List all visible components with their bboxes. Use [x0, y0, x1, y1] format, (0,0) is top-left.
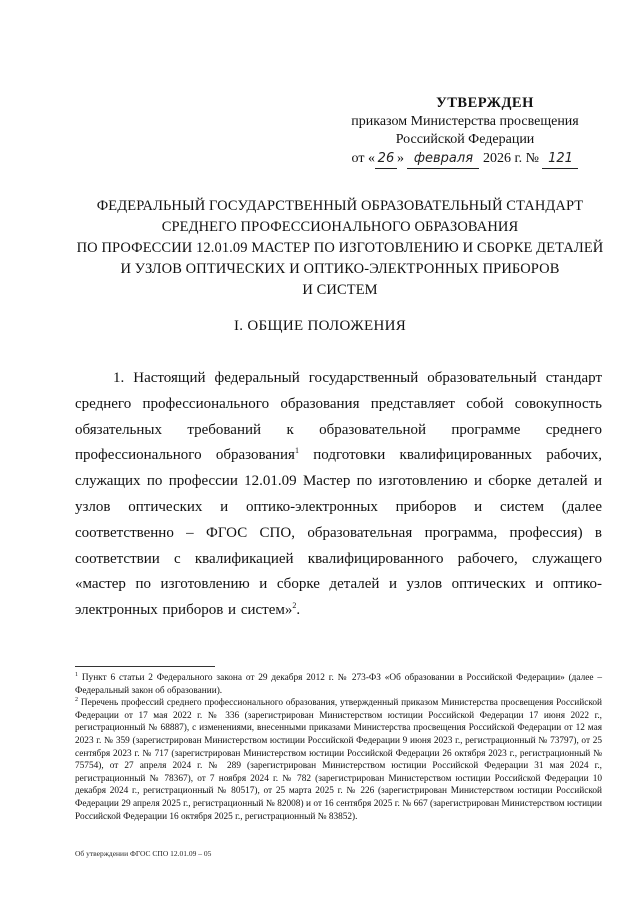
approval-line-ministry: приказом Министерства просвещения [351, 114, 579, 129]
title-line-5: И СИСТЕМ [302, 282, 378, 298]
paragraph-part-2: подготовки квалифицированных рабочих, служащих по профессии 12.01.09 Мастер по изготовлению и сборке деталей и узлов оптических и оптико-электронных приборов и систем (далее соответственно – ФГОС СПО, образовательная программа, профессия) в соответствии с квалификацией квалифицированного рабочего, служащего «мастер по изготовлению и сборке деталей и узлов оптических и оптико-электронных приборов и систем» [75, 447, 602, 619]
title-line-3: ПО ПРОФЕССИИ 12.01.09 МАСТЕР ПО ИЗГОТОВЛЕНИЮ И СБОРКЕ ДЕТАЛЕЙ [76, 240, 604, 256]
page-footer: Об утверждении ФГОС СПО 12.01.09 – 05 [75, 849, 212, 858]
footnote-2-mark: 2 [75, 697, 78, 704]
footnote-1 [75, 672, 602, 697]
paragraph-part-1: 1. Настоящий федеральный государственный образовательный стандарт среднего профессионального образования представляет собой совокупность обязательных требований к образовательной программе среднего профессионального образования [75, 370, 602, 464]
approval-date-line [330, 150, 600, 169]
title-line-1: ФЕДЕРАЛЬНЫЙ ГОСУДАРСТВЕННЫЙ ОБРАЗОВАТЕЛЬНЫЙ СТАНДАРТ [96, 198, 584, 214]
approval-from: от « [351, 151, 375, 166]
handwritten-month: февраля [407, 150, 479, 169]
footnote-ref-2: 2 [292, 601, 297, 611]
approval-year: 2026 г. № [482, 151, 539, 166]
footnotes [75, 672, 602, 823]
footnote-ref-1: 1 [294, 446, 299, 456]
title-line-4: И УЗЛОВ ОПТИЧЕСКИХ И ОПТИКО-ЭЛЕКТРОННЫХ ПРИБОРОВ [120, 261, 560, 277]
body-paragraph [75, 366, 602, 624]
approval-word: УТВЕРЖДЕН [436, 95, 534, 111]
approval-block [330, 94, 600, 169]
document-title [60, 196, 620, 301]
section-heading: I. ОБЩИЕ ПОЛОЖЕНИЯ [233, 318, 407, 334]
handwritten-day: 26 [375, 150, 397, 169]
footnote-divider [75, 666, 215, 667]
title-line-2: СРЕДНЕГО ПРОФЕССИОНАЛЬНОГО ОБРАЗОВАНИЯ [161, 219, 519, 235]
footnote-1-mark: 1 [75, 671, 78, 678]
handwritten-order-number: 121 [542, 150, 578, 169]
footnote-1-text: Пункт 6 статьи 2 Федерального закона от 29 декабря 2012 г. № 273-ФЗ «Об образовании в Российской Федерации» (далее – Федеральный закон об образовании). [75, 673, 602, 696]
paragraph-end: . [296, 602, 301, 619]
footnote-2 [75, 697, 602, 823]
footnote-2-text: Перечень профессий среднего профессионального образования, утвержденный приказом Министерства просвещения Российской Федерации от 17 мая 2022 г. № 336 (зарегистрирован Министерством юстиции Российской Федерации 17 июня 2022 г., регистрационный № 68887), с изменениями, внесенными приказами Министерства просвещения Российской Федерации от 12 мая 2023 г. № 359 (зарегистрирован Министерством юстиции Российской Федерации 9 июня 2023 г., регистрационный № 73797), от 25 сентября 2023 г. № 717 (зарегистрирован Министерством юстиции Российской Федерации 26 октября 2023 г., регистрационный № 75754), от 27 апреля 2024 г. № 289 (зарегистрирован Министерством юстиции Российской Федерации 31 мая 2024 г., регистрационный № 78367), от 7 ноября 2024 г. № 782 (зарегистрирован Министерством юстиции Российской Федерации 10 декабря 2024 г., регистрационный № 80517), от 25 марта 2025 г. № 226 (зарегистрирован Министерством юстиции Российской Федерации 29 апреля 2025 г., регистрационный № 82008) и от 16 сентября 2025 г. № 667 (зарегистрирован Министерством юстиции Российской Федерации 16 октября 2025 г., регистрационный № 83852). [75, 698, 602, 822]
approval-line-country: Российской Федерации [395, 132, 535, 147]
approval-after-day: » [396, 151, 404, 166]
